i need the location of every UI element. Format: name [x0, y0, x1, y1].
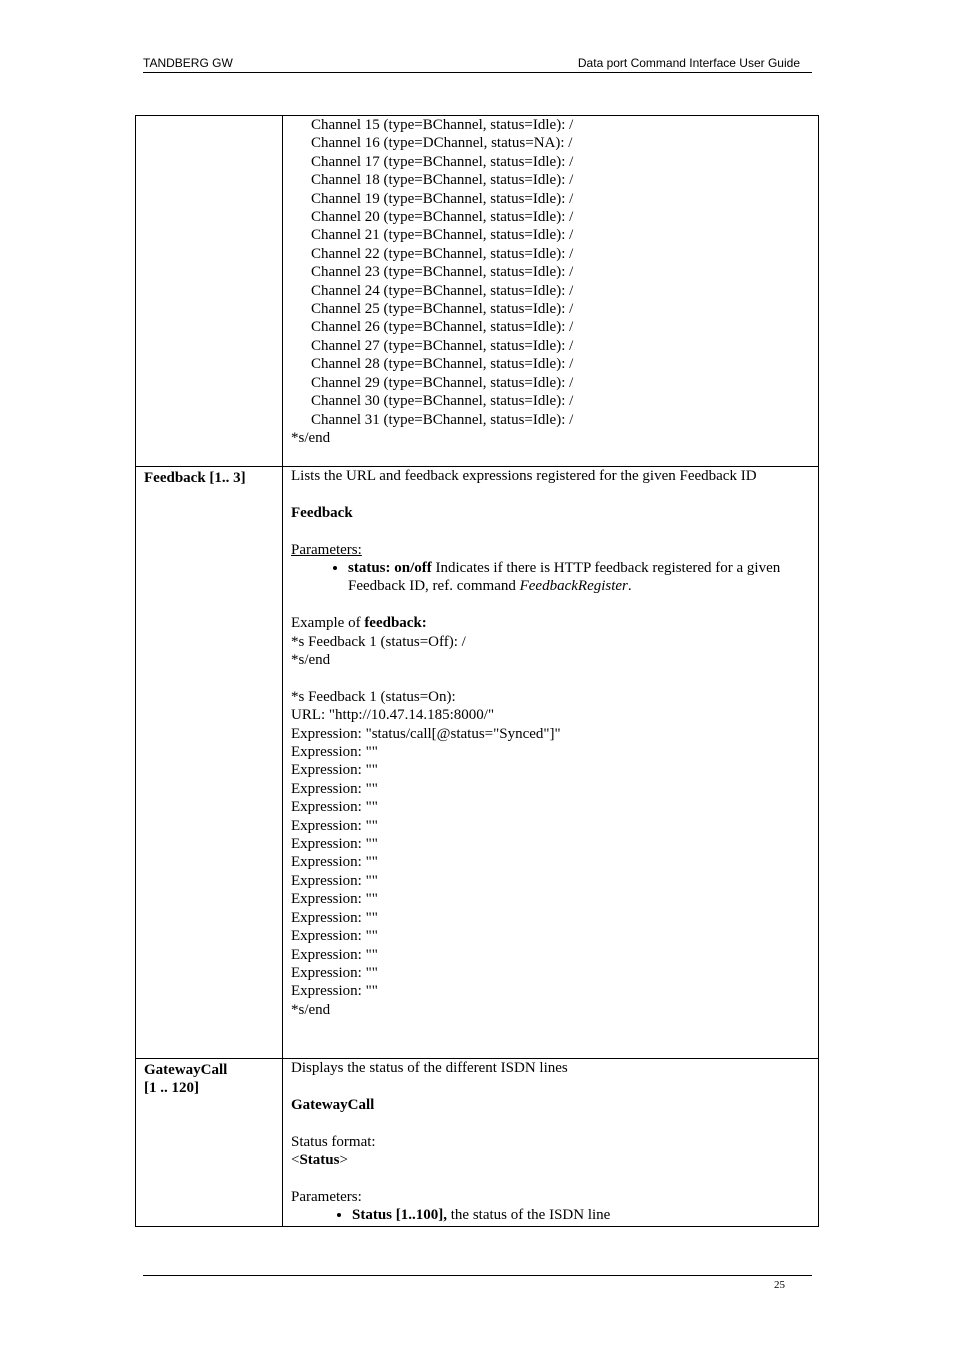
example-line: Expression: "": [291, 909, 378, 926]
example-on: [291, 688, 818, 1019]
channel-line: Channel 25 (type=BChannel, status=Idle): /: [311, 301, 574, 318]
format-value: <Status>: [291, 1152, 348, 1168]
channel-line: Channel 29 (type=BChannel, status=Idle): /: [311, 374, 574, 391]
channel-line: Channel 20 (type=BChannel, status=Idle): /: [311, 209, 574, 226]
channel-end: *s/end: [291, 429, 331, 446]
row-label-gatewaycall: GatewayCall [1 .. 120]: [136, 1059, 283, 1227]
channel-line: Channel 22 (type=BChannel, status=Idle): /: [311, 245, 574, 262]
channel-line: Channel 19 (type=BChannel, status=Idle): /: [311, 190, 574, 207]
example-line: Expression: "": [291, 817, 378, 834]
example-line: Expression: "": [291, 836, 378, 853]
example-line: *s Feedback 1 (status=Off): /: [291, 633, 466, 650]
channel-line: Channel 16 (type=DChannel, status=NA): /: [311, 135, 573, 152]
example-line: Expression: "": [291, 983, 378, 1000]
gatewaycall-param-list: [291, 1206, 818, 1224]
feedback-param-list: [291, 559, 818, 596]
feedback-command: Feedback: [291, 504, 353, 521]
gatewaycall-command: GatewayCall: [291, 1096, 375, 1113]
gatewaycall-params-heading: Parameters:: [291, 1188, 362, 1205]
table-row: [136, 1059, 819, 1227]
param-tail: .: [627, 578, 632, 595]
table-row: [136, 467, 819, 1059]
row-label-feedback: Feedback [1.. 3]: [136, 467, 283, 1059]
header-left: TANDBERG GW: [143, 56, 233, 70]
example-line: Expression: "": [291, 744, 378, 761]
example-line: Expression: "": [291, 854, 378, 871]
feedback-params-heading: Parameters:: [291, 541, 362, 558]
example-line: Expression: "": [291, 872, 378, 889]
param-desc: Indicates if there is HTTP feedback registered for a given Feedback ID, ref. command: [348, 560, 781, 595]
gatewaycall-cell: [283, 1059, 819, 1227]
example-heading: Example of feedback:: [291, 615, 427, 632]
channel-line: Channel 17 (type=BChannel, status=Idle): /: [311, 153, 574, 170]
example-off: [291, 633, 818, 670]
channel-line: Channel 31 (type=BChannel, status=Idle): /: [311, 411, 574, 428]
channel-line: Channel 24 (type=BChannel, status=Idle): /: [311, 282, 574, 299]
page-footer: [143, 1275, 812, 1291]
header-right: Data port Command Interface User Guide: [577, 56, 800, 70]
list-item: • Status [1..100], the status of the ISDN line: [352, 1206, 818, 1224]
list-item: [348, 559, 818, 596]
param-ref: FeedbackRegister: [519, 578, 628, 595]
page-header: [143, 55, 812, 73]
example-line: Expression: "": [291, 946, 378, 963]
example-line: Expression: "": [291, 780, 378, 797]
channel-line: Channel 28 (type=BChannel, status=Idle): /: [311, 356, 574, 373]
example-line: *s/end: [291, 1001, 331, 1018]
channel-list: [291, 116, 818, 429]
channel-status-cell: [283, 116, 819, 467]
channel-line: Channel 26 (type=BChannel, status=Idle): /: [311, 319, 574, 336]
channel-line: Channel 30 (type=BChannel, status=Idle): /: [311, 393, 574, 410]
table-row: [136, 116, 819, 467]
example-line: *s/end: [291, 652, 331, 669]
example-line: Expression: "status/call[@status="Synced"]": [291, 725, 561, 742]
example-line: Expression: "": [291, 762, 378, 779]
example-line: Expression: "": [291, 964, 378, 981]
channel-line: Channel 21 (type=BChannel, status=Idle): /: [311, 227, 574, 244]
command-table: [135, 115, 819, 1227]
example-line: *s Feedback 1 (status=On):: [291, 688, 456, 705]
page-number: 25: [774, 1279, 785, 1291]
channel-line: Channel 15 (type=BChannel, status=Idle): /: [311, 117, 574, 133]
feedback-cell: [283, 467, 819, 1059]
param-name: status: on/off: [348, 560, 432, 576]
channel-line: Channel 27 (type=BChannel, status=Idle): /: [311, 337, 574, 354]
example-line: Expression: "": [291, 928, 378, 945]
feedback-desc: Lists the URL and feedback expressions registered for the given Feedback ID: [291, 468, 757, 484]
example-line: Expression: "": [291, 891, 378, 908]
channel-line: Channel 23 (type=BChannel, status=Idle): /: [311, 264, 574, 281]
example-line: URL: "http://10.47.14.185:8000/": [291, 707, 495, 724]
example-line: Expression: "": [291, 799, 378, 816]
channel-line: Channel 18 (type=BChannel, status=Idle): /: [311, 172, 574, 189]
gatewaycall-desc: Displays the status of the different ISDN lines: [291, 1060, 568, 1076]
format-heading: Status format:: [291, 1133, 376, 1150]
row-label-empty: [136, 116, 283, 467]
